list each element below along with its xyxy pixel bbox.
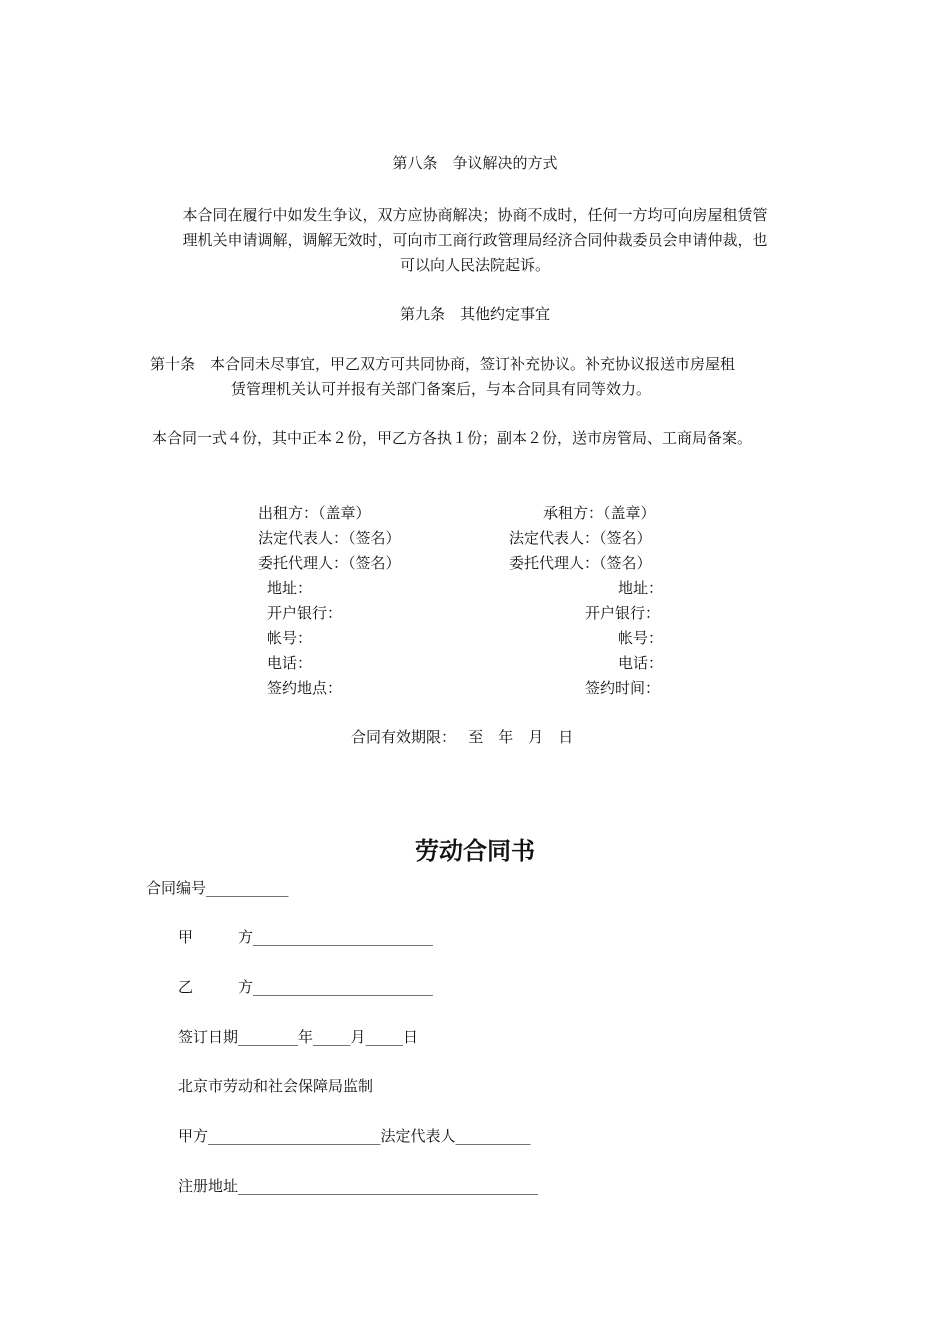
article8-heading: 第八条 争议解决的方式: [392, 154, 558, 172]
party-b-field: 乙 方________________________: [178, 978, 434, 996]
article8-line-2: 理机关申请调解，调解无效时，可向市工商行政管理局经济合同仲裁委员会申请仲裁，也: [182, 231, 768, 249]
lessor-address: 地址：: [267, 579, 313, 597]
lessee-agent: 委托代理人：（签名）: [509, 554, 652, 572]
lessor-legal-rep: 法定代表人：（签名）: [258, 529, 401, 547]
signing-place: 签约地点：: [267, 679, 343, 697]
lessee-bank: 开户银行：: [585, 604, 661, 622]
supervisor-note: 北京市劳动和社会保障局监制: [178, 1077, 374, 1095]
article8-line-1: 本合同在履行中如发生争议，双方应协商解决；协商不成时，任何一方均可向房屋租赁管: [182, 206, 768, 224]
signing-time: 签约时间：: [585, 679, 661, 697]
article10-line-1: 第十条 本合同未尽事宜，甲乙双方可共同协商，签订补充协议。补充协议报送市房屋租: [150, 355, 736, 373]
sign-date-field: 签订日期________年_____月_____日: [178, 1028, 419, 1046]
lessee-phone: 电话：: [618, 654, 664, 672]
lessee-seal: 承租方：（盖章）: [543, 504, 656, 522]
article8-line-3: 可以向人民法院起诉。: [399, 256, 550, 274]
lessee-account: 帐号：: [618, 629, 664, 647]
labor-contract-title: 劳动合同书: [415, 837, 535, 865]
lessor-bank: 开户银行：: [267, 604, 343, 622]
party-a-field: 甲 方________________________: [178, 928, 434, 946]
contract-validity: 合同有效期限： 至 年 月 日: [351, 728, 574, 746]
lessor-phone: 电话：: [267, 654, 313, 672]
lessee-legal-rep: 法定代表人：（签名）: [509, 529, 652, 547]
article9-heading: 第九条 其他约定事宜: [399, 305, 550, 323]
lessor-account: 帐号：: [267, 629, 313, 647]
article10-line-2: 赁管理机关认可并报有关部门备案后，与本合同具有同等效力。: [231, 380, 652, 398]
lessor-seal: 出租方：（盖章）: [258, 504, 371, 522]
lessor-agent: 委托代理人：（签名）: [258, 554, 401, 572]
contract-number: 合同编号___________: [146, 879, 289, 897]
lessee-address: 地址：: [618, 579, 664, 597]
copies-note: 本合同一式４份，其中正本２份，甲乙方各执１份；副本２份，送市房管局、工商局备案。: [152, 429, 753, 447]
registered-address-field: 注册地址________________________________________: [178, 1177, 539, 1195]
party-a-legal-rep-field: 甲方_______________________法定代表人__________: [178, 1127, 531, 1145]
